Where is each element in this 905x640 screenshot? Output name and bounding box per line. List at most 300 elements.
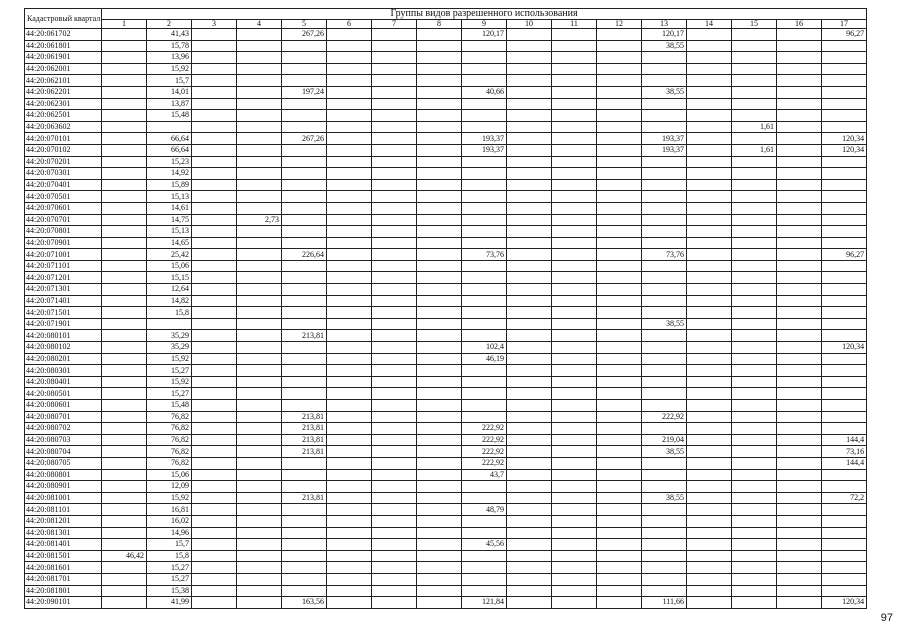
value-cell xyxy=(237,504,282,516)
table-row xyxy=(25,411,867,423)
value-cell xyxy=(282,295,327,307)
value-cell xyxy=(192,342,237,354)
value-cell xyxy=(372,226,417,238)
value-cell xyxy=(732,110,777,122)
value-cell xyxy=(462,179,507,191)
table-row xyxy=(25,272,867,284)
value-cell xyxy=(417,550,462,562)
value-cell xyxy=(417,434,462,446)
table-row xyxy=(25,214,867,226)
value-cell xyxy=(102,272,147,284)
value-cell xyxy=(372,156,417,168)
value-cell xyxy=(777,318,822,330)
value-cell xyxy=(237,307,282,319)
value-cell xyxy=(192,597,237,609)
value-cell xyxy=(372,260,417,272)
value-cell xyxy=(732,226,777,238)
value-cell xyxy=(417,133,462,145)
value-cell xyxy=(462,110,507,122)
value-cell xyxy=(732,52,777,64)
value-cell xyxy=(552,434,597,446)
value-cell xyxy=(777,237,822,249)
value-cell: 35,29 xyxy=(147,342,192,354)
value-cell xyxy=(822,318,867,330)
table-row xyxy=(25,86,867,98)
value-cell xyxy=(687,40,732,52)
value-cell xyxy=(732,400,777,412)
value-cell xyxy=(552,214,597,226)
value-cell xyxy=(642,457,687,469)
value-cell xyxy=(552,527,597,539)
value-cell xyxy=(732,342,777,354)
value-cell xyxy=(237,342,282,354)
value-cell xyxy=(237,423,282,435)
value-cell xyxy=(282,527,327,539)
value-cell xyxy=(372,295,417,307)
value-cell xyxy=(732,214,777,226)
value-cell: 14,75 xyxy=(147,214,192,226)
value-cell xyxy=(237,86,282,98)
value-cell xyxy=(642,515,687,527)
cadastral-quarter-cell: 44:20:071201 xyxy=(25,272,102,284)
value-cell xyxy=(192,86,237,98)
value-cell xyxy=(642,388,687,400)
value-cell: 14,61 xyxy=(147,202,192,214)
value-cell: 15,27 xyxy=(147,365,192,377)
value-cell xyxy=(732,585,777,597)
value-cell: 15,38 xyxy=(147,585,192,597)
value-cell xyxy=(597,539,642,551)
value-cell xyxy=(462,272,507,284)
value-cell: 219,04 xyxy=(642,434,687,446)
value-cell xyxy=(102,86,147,98)
cadastral-quarter-cell: 44:20:070901 xyxy=(25,237,102,249)
value-cell: 213,81 xyxy=(282,434,327,446)
value-cell xyxy=(552,342,597,354)
cadastral-quarter-cell: 44:20:070701 xyxy=(25,214,102,226)
value-cell xyxy=(732,481,777,493)
column-number: 3 xyxy=(192,20,237,29)
value-cell xyxy=(597,121,642,133)
value-cell xyxy=(822,411,867,423)
value-cell xyxy=(102,156,147,168)
value-cell xyxy=(822,353,867,365)
value-cell xyxy=(192,168,237,180)
value-cell: 15,89 xyxy=(147,179,192,191)
value-cell xyxy=(462,168,507,180)
value-cell xyxy=(327,434,372,446)
value-cell xyxy=(777,446,822,458)
value-cell xyxy=(372,237,417,249)
table-row xyxy=(25,63,867,75)
cadastral-quarter-header: Кадастровый квартал xyxy=(25,9,102,29)
value-cell xyxy=(372,307,417,319)
value-cell xyxy=(102,330,147,342)
value-cell xyxy=(777,539,822,551)
value-cell xyxy=(327,400,372,412)
value-cell xyxy=(417,40,462,52)
value-cell: 72,2 xyxy=(822,492,867,504)
value-cell xyxy=(552,86,597,98)
value-cell xyxy=(237,144,282,156)
value-cell xyxy=(192,434,237,446)
value-cell xyxy=(687,515,732,527)
value-cell xyxy=(372,388,417,400)
value-cell: 213,81 xyxy=(282,446,327,458)
value-cell: 14,01 xyxy=(147,86,192,98)
cadastral-quarter-cell: 44:20:080601 xyxy=(25,400,102,412)
cadastral-quarter-cell: 44:20:081301 xyxy=(25,527,102,539)
value-cell: 15,27 xyxy=(147,573,192,585)
value-cell: 267,26 xyxy=(282,133,327,145)
value-cell xyxy=(552,550,597,562)
value-cell xyxy=(192,481,237,493)
value-cell xyxy=(597,318,642,330)
value-cell xyxy=(417,481,462,493)
value-cell xyxy=(102,585,147,597)
value-cell xyxy=(732,237,777,249)
value-cell xyxy=(417,191,462,203)
value-cell xyxy=(462,562,507,574)
value-cell xyxy=(237,110,282,122)
value-cell xyxy=(822,110,867,122)
cadastral-quarter-cell: 44:20:081801 xyxy=(25,585,102,597)
value-cell xyxy=(552,226,597,238)
value-cell xyxy=(417,214,462,226)
table-row xyxy=(25,295,867,307)
value-cell xyxy=(372,492,417,504)
value-cell xyxy=(327,202,372,214)
value-cell xyxy=(777,376,822,388)
cadastral-quarter-cell: 44:20:071101 xyxy=(25,260,102,272)
value-cell xyxy=(327,411,372,423)
value-cell xyxy=(192,550,237,562)
value-cell xyxy=(327,249,372,261)
value-cell xyxy=(102,504,147,516)
value-cell xyxy=(822,527,867,539)
value-cell xyxy=(687,585,732,597)
value-cell xyxy=(552,63,597,75)
value-cell xyxy=(102,318,147,330)
value-cell xyxy=(687,527,732,539)
value-cell xyxy=(552,121,597,133)
value-cell xyxy=(732,191,777,203)
value-cell xyxy=(327,562,372,574)
value-cell xyxy=(417,562,462,574)
value-cell xyxy=(642,75,687,87)
value-cell xyxy=(777,133,822,145)
value-cell xyxy=(327,318,372,330)
value-cell xyxy=(282,75,327,87)
value-cell xyxy=(687,307,732,319)
value-cell xyxy=(507,504,552,516)
value-cell: 13,87 xyxy=(147,98,192,110)
value-cell: 222,92 xyxy=(462,423,507,435)
value-cell: 40,66 xyxy=(462,86,507,98)
value-cell xyxy=(552,573,597,585)
value-cell xyxy=(102,515,147,527)
value-cell xyxy=(102,295,147,307)
value-cell xyxy=(777,342,822,354)
value-cell xyxy=(102,168,147,180)
value-cell xyxy=(822,191,867,203)
value-cell xyxy=(417,527,462,539)
value-cell xyxy=(732,75,777,87)
value-cell xyxy=(237,388,282,400)
value-cell xyxy=(462,550,507,562)
value-cell xyxy=(237,573,282,585)
value-cell xyxy=(597,29,642,41)
value-cell xyxy=(237,400,282,412)
value-cell xyxy=(237,191,282,203)
value-cell xyxy=(777,492,822,504)
value-cell xyxy=(732,562,777,574)
value-cell xyxy=(732,156,777,168)
value-cell xyxy=(282,481,327,493)
value-cell xyxy=(507,249,552,261)
value-cell xyxy=(327,307,372,319)
value-cell xyxy=(282,121,327,133)
value-cell xyxy=(597,168,642,180)
value-cell xyxy=(687,202,732,214)
value-cell: 15,8 xyxy=(147,307,192,319)
value-cell xyxy=(732,29,777,41)
value-cell: 2,73 xyxy=(237,214,282,226)
value-cell xyxy=(552,388,597,400)
value-cell xyxy=(642,481,687,493)
value-cell xyxy=(507,29,552,41)
value-cell xyxy=(462,63,507,75)
cadastral-quarter-cell: 44:20:081501 xyxy=(25,550,102,562)
value-cell: 213,81 xyxy=(282,411,327,423)
value-cell xyxy=(327,446,372,458)
value-cell xyxy=(192,376,237,388)
table-row xyxy=(25,423,867,435)
value-cell xyxy=(102,457,147,469)
value-cell xyxy=(822,504,867,516)
value-cell xyxy=(372,40,417,52)
value-cell xyxy=(192,539,237,551)
value-cell xyxy=(462,330,507,342)
value-cell xyxy=(597,457,642,469)
value-cell xyxy=(822,63,867,75)
value-cell xyxy=(327,469,372,481)
cadastral-quarter-cell: 44:20:081701 xyxy=(25,573,102,585)
table-row xyxy=(25,133,867,145)
value-cell: 120,34 xyxy=(822,144,867,156)
value-cell xyxy=(462,214,507,226)
cadastral-quarter-cell: 44:20:080801 xyxy=(25,469,102,481)
cadastral-quarter-cell: 44:20:061901 xyxy=(25,52,102,64)
value-cell: 73,76 xyxy=(642,249,687,261)
value-cell xyxy=(552,597,597,609)
value-cell xyxy=(732,272,777,284)
value-cell xyxy=(822,260,867,272)
value-cell xyxy=(462,52,507,64)
value-cell xyxy=(552,307,597,319)
value-cell xyxy=(237,237,282,249)
value-cell xyxy=(822,307,867,319)
value-cell xyxy=(777,260,822,272)
value-cell xyxy=(102,353,147,365)
value-cell xyxy=(732,202,777,214)
value-cell xyxy=(777,400,822,412)
cadastral-quarter-cell: 44:20:080703 xyxy=(25,434,102,446)
table-row xyxy=(25,237,867,249)
value-cell xyxy=(417,469,462,481)
value-cell xyxy=(642,121,687,133)
value-cell xyxy=(372,121,417,133)
value-cell xyxy=(282,144,327,156)
value-cell: 48,79 xyxy=(462,504,507,516)
value-cell xyxy=(822,423,867,435)
value-cell xyxy=(732,63,777,75)
value-cell xyxy=(732,284,777,296)
value-cell: 120,34 xyxy=(822,597,867,609)
value-cell xyxy=(102,434,147,446)
value-cell xyxy=(687,457,732,469)
table-row xyxy=(25,284,867,296)
value-cell xyxy=(372,434,417,446)
value-cell xyxy=(237,597,282,609)
value-cell xyxy=(507,527,552,539)
value-cell xyxy=(642,504,687,516)
value-cell: 16,81 xyxy=(147,504,192,516)
value-cell xyxy=(732,539,777,551)
table-row xyxy=(25,446,867,458)
value-cell: 12,64 xyxy=(147,284,192,296)
value-cell: 25,42 xyxy=(147,249,192,261)
value-cell xyxy=(732,260,777,272)
value-cell xyxy=(597,585,642,597)
cadastral-quarter-cell: 44:20:071001 xyxy=(25,249,102,261)
value-cell xyxy=(597,63,642,75)
value-cell xyxy=(507,365,552,377)
value-cell xyxy=(327,29,372,41)
value-cell xyxy=(102,539,147,551)
value-cell xyxy=(327,573,372,585)
value-cell xyxy=(282,562,327,574)
value-cell: 15,48 xyxy=(147,110,192,122)
value-cell xyxy=(102,144,147,156)
value-cell xyxy=(687,330,732,342)
value-cell: 46,19 xyxy=(462,353,507,365)
value-cell: 15,78 xyxy=(147,40,192,52)
cadastral-quarter-cell: 44:20:062201 xyxy=(25,86,102,98)
value-cell xyxy=(372,376,417,388)
value-cell xyxy=(507,573,552,585)
value-cell xyxy=(372,144,417,156)
value-cell xyxy=(732,597,777,609)
value-cell xyxy=(192,469,237,481)
value-cell xyxy=(327,144,372,156)
value-cell xyxy=(822,86,867,98)
value-cell xyxy=(507,168,552,180)
value-cell xyxy=(507,411,552,423)
value-cell xyxy=(777,226,822,238)
value-cell xyxy=(237,457,282,469)
value-cell xyxy=(102,527,147,539)
value-cell xyxy=(822,226,867,238)
value-cell xyxy=(282,63,327,75)
value-cell xyxy=(777,562,822,574)
value-cell xyxy=(372,446,417,458)
value-cell: 15,13 xyxy=(147,191,192,203)
cadastral-quarter-cell: 44:20:080102 xyxy=(25,342,102,354)
value-cell xyxy=(732,573,777,585)
value-cell xyxy=(372,504,417,516)
value-cell xyxy=(327,376,372,388)
cadastral-quarter-cell: 44:20:080301 xyxy=(25,365,102,377)
value-cell xyxy=(777,307,822,319)
value-cell xyxy=(552,295,597,307)
value-cell xyxy=(642,272,687,284)
value-cell: 15,92 xyxy=(147,353,192,365)
value-cell xyxy=(687,562,732,574)
value-cell xyxy=(777,330,822,342)
value-cell xyxy=(192,562,237,574)
value-cell xyxy=(507,272,552,284)
value-cell xyxy=(642,295,687,307)
value-cell xyxy=(327,98,372,110)
value-cell xyxy=(372,249,417,261)
value-cell xyxy=(372,214,417,226)
value-cell: 120,17 xyxy=(642,29,687,41)
value-cell: 226,64 xyxy=(282,249,327,261)
value-cell xyxy=(102,29,147,41)
value-cell xyxy=(642,353,687,365)
value-cell xyxy=(237,121,282,133)
value-cell xyxy=(597,504,642,516)
value-cell xyxy=(327,457,372,469)
value-cell xyxy=(507,75,552,87)
table-row xyxy=(25,388,867,400)
cadastral-quarter-cell: 44:20:081401 xyxy=(25,539,102,551)
value-cell xyxy=(417,400,462,412)
value-cell xyxy=(777,411,822,423)
value-cell xyxy=(372,353,417,365)
value-cell xyxy=(102,307,147,319)
value-cell xyxy=(642,284,687,296)
table-row xyxy=(25,307,867,319)
table-row xyxy=(25,52,867,64)
value-cell xyxy=(102,342,147,354)
value-cell xyxy=(372,481,417,493)
value-cell xyxy=(552,156,597,168)
value-cell xyxy=(282,585,327,597)
value-cell xyxy=(237,527,282,539)
value-cell xyxy=(777,144,822,156)
value-cell: 76,82 xyxy=(147,457,192,469)
cadastral-quarter-cell: 44:20:071301 xyxy=(25,284,102,296)
value-cell xyxy=(102,110,147,122)
value-cell xyxy=(327,284,372,296)
value-cell xyxy=(822,121,867,133)
value-cell: 35,29 xyxy=(147,330,192,342)
value-cell xyxy=(597,237,642,249)
value-cell xyxy=(507,260,552,272)
value-cell xyxy=(237,75,282,87)
value-cell xyxy=(597,423,642,435)
value-cell xyxy=(192,330,237,342)
value-cell xyxy=(327,423,372,435)
value-cell xyxy=(732,411,777,423)
value-cell xyxy=(327,86,372,98)
value-cell xyxy=(597,388,642,400)
value-cell xyxy=(192,457,237,469)
value-cell xyxy=(372,63,417,75)
value-cell xyxy=(732,179,777,191)
